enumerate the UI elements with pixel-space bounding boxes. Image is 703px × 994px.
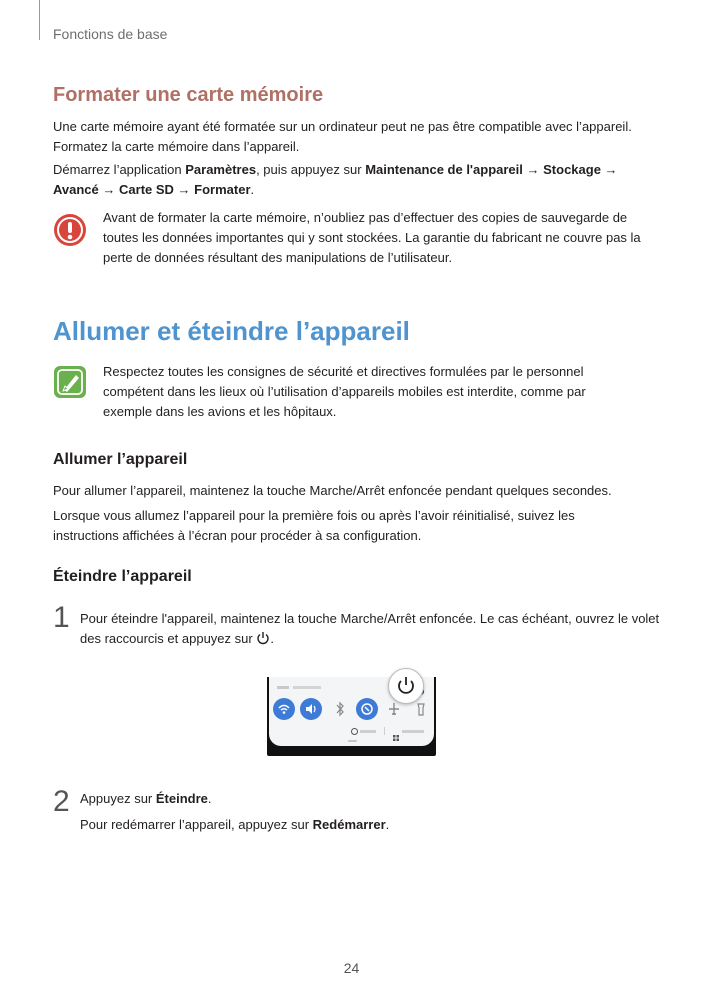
- power-button-highlight[interactable]: [388, 668, 424, 704]
- status-placeholder: [277, 686, 289, 689]
- page-number: 24: [343, 960, 360, 976]
- step-number-2: 2: [53, 785, 70, 818]
- drag-handle[interactable]: [348, 740, 357, 742]
- section-title-power: Allumer et éteindre l’appareil: [53, 316, 410, 346]
- format-steps-paragraph: Démarrez l’application Paramètres, puis appuyez sur Maintenance de l'appareil → Stockage → Avancé → Carte SD → Formater.: [53, 162, 618, 197]
- warning-text: Avant de formater la carte mémoire, n’oubliez pas d’effectuer des copies de sauvegarde de toutes les données importantes qui y sont stockées. La garantie du fabricant ne couvre pas la perte de données résultant des manipulations de l’utilisateur.: [103, 210, 641, 265]
- step-number-1: 1: [53, 601, 70, 634]
- step-1-text: Pour éteindre l'appareil, maintenez la touche Marche/Arrêt enfoncée. Le cas échéant, ouvrez le volet des raccourcis et appuyez sur .: [80, 611, 660, 646]
- quick-panel-screenshot: [267, 677, 436, 756]
- rotation-toggle[interactable]: [356, 698, 378, 720]
- power-icon: [256, 631, 270, 645]
- header-rule: [39, 0, 40, 40]
- label-placeholder: [402, 730, 424, 733]
- bluetooth-toggle[interactable]: [329, 698, 351, 720]
- power-on-paragraph-1: Pour allumer l’appareil, maintenez la touche Marche/Arrêt enfoncée pendant quelques secondes.: [53, 483, 612, 498]
- warning-icon: [54, 214, 86, 246]
- media-output-icon[interactable]: [393, 728, 399, 734]
- step-2-restart-text: Pour redémarrer l’appareil, appuyez sur Redémarrer.: [80, 817, 390, 832]
- label-placeholder: [360, 730, 376, 733]
- note-text: Respectez toutes les consignes de sécurité et directives formulées par le personnel compétent dans les lieux où l’utilisation d’appareils mobiles est interdite, comme par exemple dans les avions et les hôpitaux.: [103, 364, 586, 419]
- power-icon: [389, 669, 423, 703]
- section-title-format-card: Formater une carte mémoire: [53, 84, 324, 106]
- bluetooth-icon: [329, 698, 351, 720]
- subsection-title-power-off: Éteindre l’appareil: [53, 568, 192, 585]
- format-intro-paragraph: Une carte mémoire ayant été formatée sur un ordinateur peut ne pas être compatible avec l’appareil. Formatez la carte mémoire dans l’appareil.: [53, 119, 632, 154]
- sound-toggle[interactable]: [300, 698, 322, 720]
- wifi-icon: [273, 698, 295, 720]
- running-header: Fonctions de base: [53, 26, 168, 42]
- wifi-toggle[interactable]: [273, 698, 295, 720]
- divider: [384, 727, 385, 735]
- note-icon: [54, 366, 86, 398]
- volume-icon: [300, 698, 322, 720]
- device-control-icon[interactable]: [351, 728, 358, 735]
- rotate-icon: [356, 698, 378, 720]
- status-placeholder: [293, 686, 321, 689]
- subsection-title-power-on: Allumer l’appareil: [53, 451, 188, 468]
- step-2-text: Appuyez sur Éteindre.: [80, 791, 212, 806]
- power-on-paragraph-2: Lorsque vous allumez l’appareil pour la première fois ou après l’avoir réinitialisé, suivez les instructions affichées à l’écran pour procéder à sa configuration.: [53, 508, 575, 543]
